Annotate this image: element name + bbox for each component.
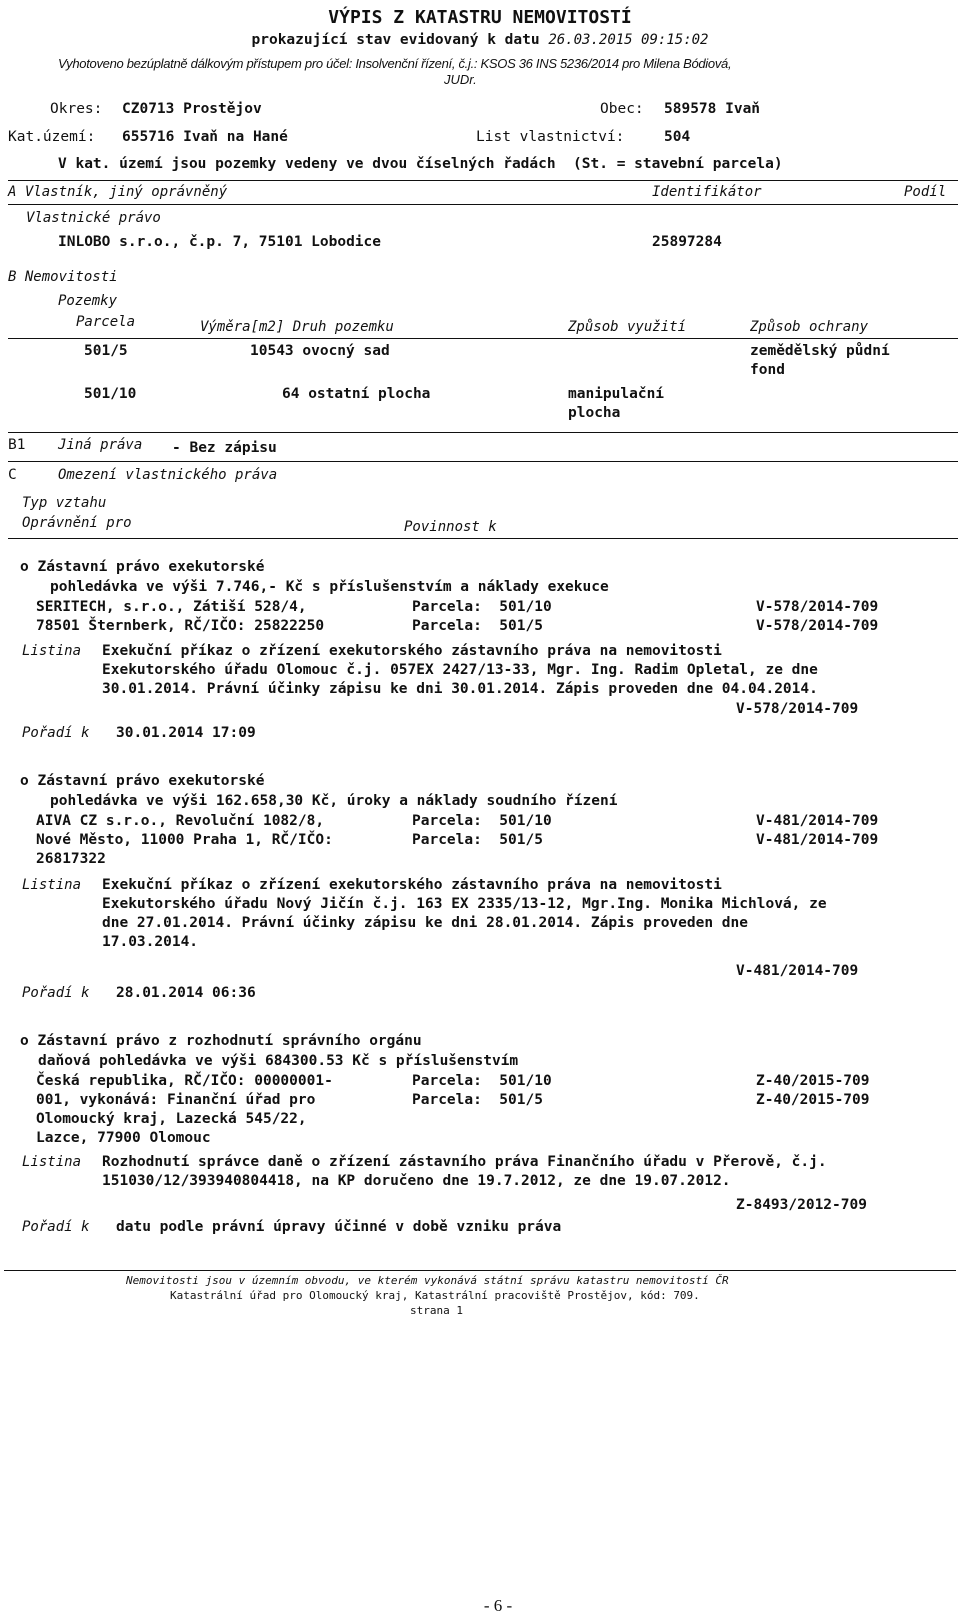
col-zpusob-vyuziti: Způsob využití	[568, 319, 687, 335]
okres-value: CZ0713 Prostějov	[122, 101, 262, 117]
section-b1-code: B1	[8, 437, 26, 453]
divider	[8, 204, 958, 205]
entry-parcel: Parcela: 501/5	[412, 618, 543, 634]
listina-label: Listina	[22, 1154, 82, 1170]
listina-text: dne 27.01.2014. Právní účinky zápisu ke dni 28.01.2014. Zápis proveden dne	[102, 915, 749, 931]
poradi-value: 30.01.2014 17:09	[116, 725, 256, 741]
poradi-label: Pořadí k	[22, 725, 90, 741]
section-c-code: C	[8, 467, 17, 483]
list-vlastnictvi-value: 504	[664, 129, 691, 145]
entry-party: SERITECH, s.r.o., Zátiší 528/4,	[36, 599, 307, 615]
obec-label: Obec:	[600, 101, 644, 117]
row-ochrana: zemědělský půdní	[750, 343, 890, 359]
poradi-value: datu podle právní úpravy účinné v době vzniku práva	[116, 1219, 562, 1235]
list-vlastnictvi-label: List vlastnictví:	[476, 129, 625, 145]
listina-reference: V-578/2014-709	[736, 701, 859, 717]
col-parcela: Parcela	[76, 314, 136, 330]
listina-text: Exekuční příkaz o zřízení exekutorského zástavního práva na nemovitosti	[102, 643, 722, 659]
entry-party: 78501 Šternberk, RČ/IČO: 25822250	[36, 618, 325, 634]
entry-party: Olomoucký kraj, Lazecká 545/22,	[36, 1111, 307, 1127]
entry-reference: Z-40/2015-709	[756, 1073, 870, 1089]
katuzemi-note: V kat. území jsou pozemky vedeny ve dvou číselných řadách (St. = stavební parcela)	[58, 156, 783, 172]
page-number: - 6 -	[483, 1596, 513, 1615]
entry-party: AIVA CZ s.r.o., Revoluční 1082/8,	[36, 813, 325, 829]
footer-line-2: Katastrální úřad pro Olomoucký kraj, Katastrální pracoviště Prostějov, kód: 709.	[170, 1289, 700, 1302]
col-vymera-druh: Výměra[m2] Druh pozemku	[200, 319, 394, 335]
row-vymera-druh: 10543 ovocný sad	[250, 343, 390, 359]
listina-text: 151030/12/393940804418, na KP doručeno dne 19.7.2012, ze dne 19.07.2012.	[102, 1173, 731, 1189]
row-vyuziti: plocha	[568, 405, 621, 421]
entry-description: pohledávka ve výši 162.658,30 Kč, úroky a náklady soudního řízení	[50, 793, 618, 809]
entry-title: o Zástavní právo exekutorské	[20, 773, 265, 789]
listina-text: Rozhodnutí správce daně o zřízení zástavního práva Finančního úřadu v Přerově, č.j.	[102, 1154, 827, 1170]
entry-reference: V-481/2014-709	[756, 832, 879, 848]
divider	[8, 432, 958, 433]
purpose-line-1: Vyhotoveno bezúplatně dálkovým přístupem pro účel: Insolvenční řízení, č.j.: KSOS 36 INS 5236/2014 pro Milena Bódiová,	[58, 56, 732, 71]
entry-party: 001, vykonává: Finanční úřad pro	[36, 1092, 316, 1108]
listina-reference: Z-8493/2012-709	[736, 1197, 867, 1213]
entry-parcel: Parcela: 501/5	[412, 1092, 543, 1108]
footer-line-1: Nemovitosti jsou v územním obvodu, ve kterém vykonává státní správu katastru nemovitostí ČR	[126, 1274, 729, 1287]
entry-reference: Z-40/2015-709	[756, 1092, 870, 1108]
entry-reference: V-578/2014-709	[756, 599, 879, 615]
poradi-value: 28.01.2014 06:36	[116, 985, 256, 1001]
section-c-label: Omezení vlastnického práva	[58, 467, 278, 483]
owner: INLOBO s.r.o., č.p. 7, 75101 Lobodice	[58, 234, 382, 250]
document-title: VÝPIS Z KATASTRU NEMOVITOSTÍ	[328, 7, 632, 28]
row-ochrana: fond	[750, 362, 785, 378]
divider	[8, 180, 958, 181]
divider	[8, 538, 958, 539]
entry-description: daňová pohledávka ve výši 684300.53 Kč s příslušenstvím	[38, 1053, 519, 1069]
entry-party: Lazce, 77900 Olomouc	[36, 1130, 211, 1146]
divider	[8, 461, 958, 462]
footer-divider	[4, 1270, 956, 1271]
entry-reference: V-481/2014-709	[756, 813, 879, 829]
listina-text: Exekutorského úřadu Nový Jičín č.j. 163 EX 2335/13-12, Mgr.Ing. Monika Michlová, ze	[102, 896, 827, 912]
entry-parcel: Parcela: 501/10	[412, 599, 552, 615]
subtitle-date: 26.03.2015 09:15:02	[548, 32, 709, 48]
col-typ-vztahu: Typ vztahu	[22, 495, 107, 511]
listina-reference: V-481/2014-709	[736, 963, 859, 979]
section-b-heading: B Nemovitosti	[8, 269, 118, 285]
section-b1-value: - Bez zápisu	[172, 440, 277, 456]
section-b-sub: Pozemky	[58, 293, 118, 309]
listina-text: 30.01.2014. Právní účinky zápisu ke dni 30.01.2014. Zápis proveden dne 04.04.2014.	[102, 681, 818, 697]
section-b1-label: Jiná práva	[58, 437, 143, 453]
entry-title: o Zástavní právo exekutorské	[20, 559, 265, 575]
row-parcela: 501/10	[84, 386, 137, 402]
katuzemi-value: 655716 Ivaň na Hané	[122, 129, 288, 145]
footer-line-3: strana 1	[410, 1304, 463, 1317]
entry-reference: V-578/2014-709	[756, 618, 879, 634]
entry-party: Nové Město, 11000 Praha 1, RČ/IČO:	[36, 832, 333, 848]
document-subtitle	[0, 31, 960, 50]
col-identifikator: Identifikátor	[652, 184, 762, 200]
entry-party: 26817322	[36, 851, 106, 867]
poradi-label: Pořadí k	[22, 1219, 90, 1235]
row-vyuziti: manipulační	[568, 386, 665, 402]
listina-text: 17.03.2014.	[102, 934, 199, 950]
col-zpusob-ochrany: Způsob ochrany	[750, 319, 869, 335]
col-povinnost-k: Povinnost k	[404, 519, 497, 535]
obec-value: 589578 Ivaň	[664, 101, 761, 117]
entry-parcel: Parcela: 501/10	[412, 813, 552, 829]
owner-id: 25897284	[652, 234, 722, 250]
row-vymera-druh: 64 ostatní plocha	[282, 386, 431, 402]
listina-label: Listina	[22, 877, 82, 893]
listina-label: Listina	[22, 643, 82, 659]
listina-text: Exekutorského úřadu Olomouc č.j. 057EX 2427/13-33, Mgr. Ing. Radim Opletal, ze dne	[102, 662, 818, 678]
poradi-label: Pořadí k	[22, 985, 90, 1001]
entry-parcel: Parcela: 501/5	[412, 832, 543, 848]
purpose-line-2: JUDr.	[444, 72, 477, 87]
section-a-sub: Vlastnické právo	[26, 210, 161, 226]
entry-parcel: Parcela: 501/10	[412, 1073, 552, 1089]
okres-label: Okres:	[50, 101, 103, 117]
row-parcela: 501/5	[84, 343, 128, 359]
col-opravneni-pro: Oprávnění pro	[22, 515, 132, 531]
section-a-heading: A Vlastník, jiný oprávněný	[8, 184, 228, 200]
col-podil: Podíl	[904, 184, 947, 200]
subtitle-label: prokazující stav evidovaný k datu	[251, 32, 540, 48]
entry-title: o Zástavní právo z rozhodnutí správního orgánu	[20, 1033, 422, 1049]
divider	[8, 338, 958, 339]
katuzemi-label: Kat.území:	[8, 129, 96, 145]
entry-description: pohledávka ve výši 7.746,- Kč s příslušenstvím a náklady exekuce	[50, 579, 609, 595]
entry-party: Česká republika, RČ/IČO: 00000001-	[36, 1073, 333, 1089]
listina-text: Exekuční příkaz o zřízení exekutorského zástavního práva na nemovitosti	[102, 877, 722, 893]
